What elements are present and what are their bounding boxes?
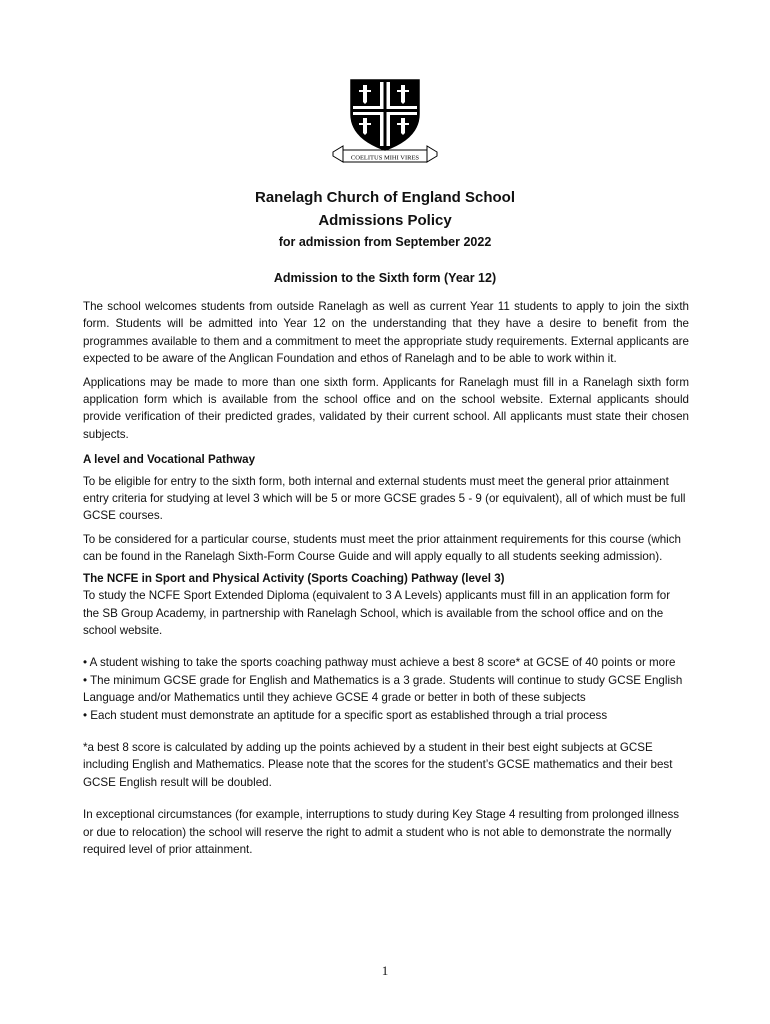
paragraph-course-requirements: To be considered for a particular course, students must meet the prior attainment requirements for this course (which can be found in the Ranelagh Sixth-Form Course Guide and will apply equally to all students seeking admission). — [83, 532, 682, 564]
list-item: • The minimum GCSE grade for English and Mathematics is a 3 grade. Students will continue to study GCSE English Language and/or Mathematics until they achieve GCSE 4 grade or better in both of these subjects — [83, 673, 683, 705]
heading-ncfe-pathway: The NCFE in Sport and Physical Activity (Sports Coaching) Pathway (level 3) — [83, 571, 505, 585]
paragraph-intro: The school welcomes students from outside Ranelagh as well as current Year 11 students to apply to join the sixth form. Students will be admitted into Year 12 on the understanding that they have a desire to benefit from the programmes available to them and a commitment to meet the appropriate study requirements. External applicants are expected to be aware of the Anglican Foundation and ethos of Ranelagh and to be able to work within it. — [83, 300, 689, 366]
paragraph-eligibility: To be eligible for entry to the sixth form, both internal and external students must meet the general prior attainment entry criteria for studying at level 3 which will be 5 or more GCSE grades 5 - 9 (or equivalent), all of which must be full GCSE courses. — [83, 474, 686, 523]
paragraph-ncfe: To study the NCFE Sport Extended Diploma (equivalent to 3 A Levels) applicants must fill in an application form for the SB Group Academy, in partnership with Ranelagh School, which is available from the school office and on the school website. — [83, 589, 671, 637]
bullet-list — [83, 654, 689, 724]
list-item: • A student wishing to take the sports coaching pathway must achieve a best 8 score* at GCSE of 40 points or more — [83, 656, 676, 670]
crest-motto: COELITUS MIHI VIRES — [350, 154, 420, 162]
policy-subtitle: for admission from September 2022 — [278, 235, 492, 249]
paragraph-exceptional-circumstances: In exceptional circumstances (for example, interruptions to study during Key Stage 4 resulting from prolonged illness or due to relocation) the school will reserve the right to admit a student who is not able to demonstrate the normally required level of prior attainment. — [83, 808, 680, 856]
heading-a-level-pathway: A level and Vocational Pathway — [83, 453, 256, 467]
policy-title: Admissions Policy — [318, 212, 452, 229]
paragraph-applications: Applications may be made to more than one sixth form. Applicants for Ranelagh must fill in a Ranelagh sixth form application form which is available from the school office and on the school website. External applicants should provide verification of their predicted grades, validated by their current school. All applicants must state their chosen subjects. — [83, 375, 689, 441]
policy-body — [83, 298, 689, 858]
footnote-best-8-score: *a best 8 score is calculated by adding up the points achieved by a student in their best eight subjects at GCSE including English and Mathematics. Please note that the scores for the student’s GCSE mathematics and their best GCSE English result will be doubled. — [83, 740, 673, 789]
school-crest-icon — [329, 76, 441, 166]
page-number: 1 — [381, 963, 389, 978]
school-name-heading: Ranelagh Church of England School — [254, 189, 515, 206]
section-title: Admission to the Sixth form (Year 12) — [273, 271, 497, 285]
list-item: • Each student must demonstrate an aptitude for a specific sport as established through a trial process — [83, 708, 608, 722]
